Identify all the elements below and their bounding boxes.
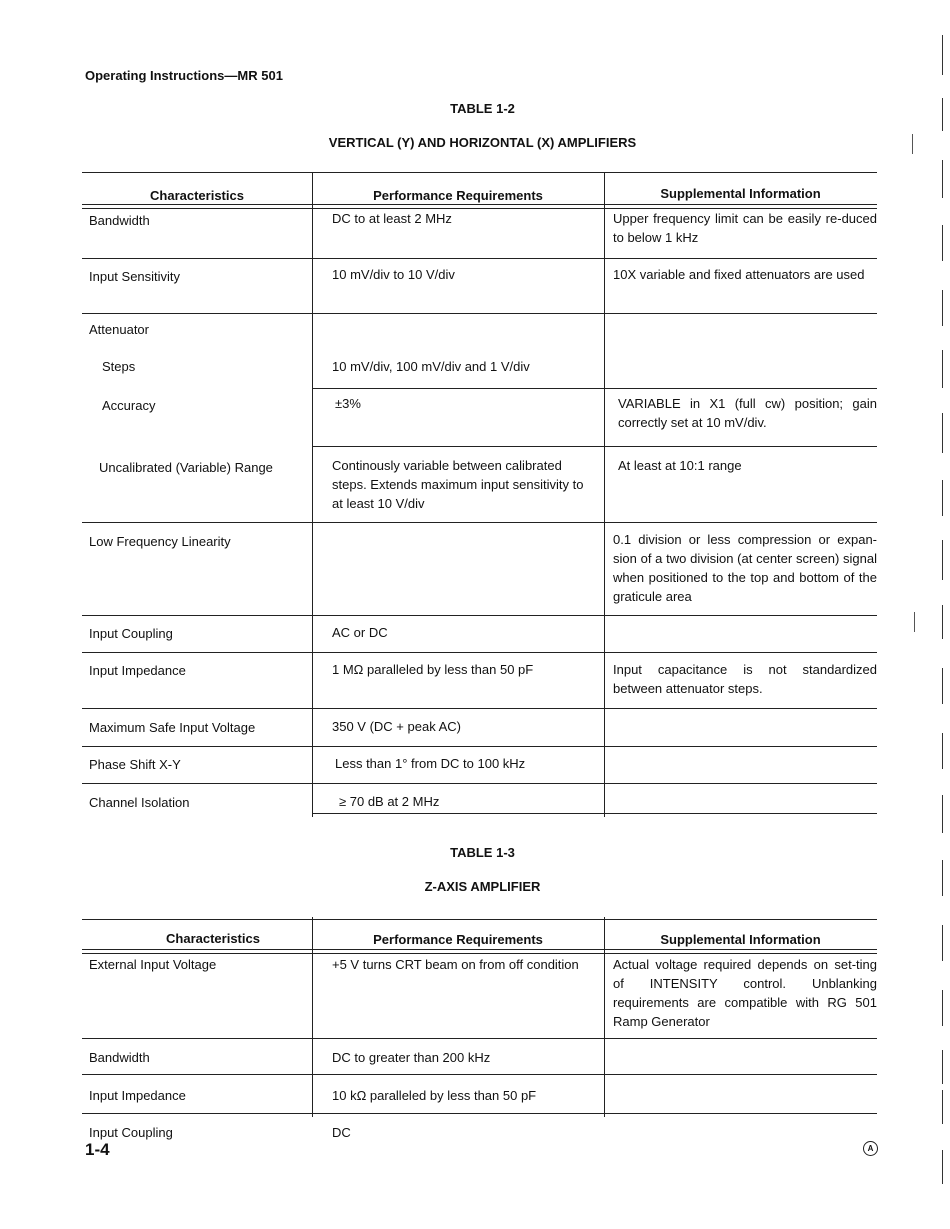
supplemental-cell: VARIABLE in X1 (full cw) position; gain correctly set at 10 mV/div.	[618, 396, 877, 430]
change-bar	[942, 1150, 943, 1184]
requirement-cell: 10 mV/div to 10 V/div	[332, 267, 455, 282]
characteristic-cell: Bandwidth	[89, 1050, 150, 1065]
change-bar	[942, 160, 943, 198]
change-bar	[942, 540, 943, 580]
characteristic-cell: Input Coupling	[89, 1125, 173, 1140]
column-header: Characteristics	[150, 188, 244, 203]
characteristic-cell: Input Impedance	[89, 1088, 186, 1103]
change-bar	[942, 413, 943, 453]
supplemental-cell: Actual voltage required depends on set-ting of INTENSITY control. Unblanking requirements are compatible with RG 501 Ramp Generator	[613, 957, 877, 1029]
row-rule	[82, 1038, 877, 1039]
characteristic-cell: Input Coupling	[89, 626, 173, 641]
column-header: Performance Requirements	[373, 932, 543, 947]
scan-mark	[912, 134, 913, 154]
characteristic-cell: Bandwidth	[89, 213, 150, 228]
change-bar	[942, 733, 943, 769]
supplemental-cell: Upper frequency limit can be easily re-duced to below 1 kHz	[613, 211, 877, 245]
requirement-cell: DC to at least 2 MHz	[332, 211, 452, 226]
characteristic-cell: Maximum Safe Input Voltage	[89, 720, 256, 735]
characteristic-cell: Attenuator	[89, 322, 149, 337]
table-1-2	[82, 172, 877, 817]
requirement-cell: 350 V (DC + peak AC)	[332, 719, 461, 734]
page-number: 1-4	[85, 1140, 110, 1159]
characteristic-cell: Channel Isolation	[89, 795, 190, 810]
row-rule	[82, 615, 877, 616]
change-bar	[942, 990, 943, 1026]
supplemental-cell: Input capacitance is not standardized between attenuator steps.	[613, 662, 877, 696]
table-1-3-number: TABLE 1-3	[450, 845, 515, 860]
scan-mark	[914, 612, 915, 632]
characteristic-cell: Phase Shift X-Y	[89, 757, 181, 772]
requirement-cell: 1 MΩ paralleled by less than 50 pF	[332, 662, 534, 677]
column-header: Supplemental Information	[660, 932, 821, 947]
change-bar	[942, 290, 943, 326]
characteristic-cell: Steps	[102, 359, 136, 374]
table-1-2-title: VERTICAL (Y) AND HORIZONTAL (X) AMPLIFIERS	[328, 135, 637, 150]
requirement-cell: ≥ 70 dB at 2 MHz	[339, 794, 440, 809]
column-divider	[312, 172, 313, 817]
row-rule	[82, 1074, 877, 1075]
requirement-cell: DC	[332, 1125, 351, 1140]
supplemental-cell: 10X variable and fixed attenuators are used	[613, 267, 865, 282]
requirement-cell: AC or DC	[332, 625, 388, 640]
requirement-cell: ±3%	[335, 396, 361, 411]
requirement-cell: Less than 1° from DC to 100 kHz	[335, 756, 526, 771]
change-bar	[942, 98, 943, 131]
running-header: Operating Instructions—MR 501	[85, 68, 283, 83]
column-header: Characteristics	[166, 931, 260, 946]
change-bar	[942, 1090, 943, 1124]
row-rule	[82, 746, 877, 747]
row-rule	[82, 522, 877, 523]
requirement-cell: Continously variable between calibrated steps. Extends maximum input sensitivity to at least 10 V/div	[332, 458, 584, 511]
table-top-rule	[82, 172, 877, 173]
characteristic-cell: Accuracy	[102, 398, 156, 413]
change-bar	[942, 795, 943, 833]
table-1-3-title: Z-AXIS AMPLIFIER	[424, 879, 541, 894]
change-bar	[942, 1050, 943, 1084]
supplemental-cell: At least at 10:1 range	[618, 458, 742, 473]
table-bottom-rule	[312, 813, 877, 814]
requirement-cell: +5 V turns CRT beam on from off condition	[332, 957, 579, 972]
requirement-cell: DC to greater than 200 kHz	[332, 1050, 491, 1065]
table-1-3	[82, 917, 877, 1140]
row-rule	[82, 258, 877, 259]
change-bar	[942, 925, 943, 961]
column-header: Performance Requirements	[373, 188, 543, 203]
row-rule	[312, 388, 877, 389]
change-bar	[942, 225, 943, 261]
change-bar	[942, 605, 943, 639]
column-divider	[604, 172, 605, 817]
characteristic-cell: Uncalibrated (Variable) Range	[99, 460, 273, 475]
supplemental-cell: 0.1 division or less compression or expan-sion of a two division (at center screen) signal when positioned to the top and bottom of the graticule area	[613, 532, 877, 604]
change-bar	[942, 350, 943, 388]
row-rule	[82, 652, 877, 653]
column-header: Supplemental Information	[660, 186, 821, 201]
header-rule	[82, 949, 877, 954]
characteristic-cell: Low Frequency Linearity	[89, 534, 231, 549]
requirement-cell: 10 kΩ paralleled by less than 50 pF	[332, 1088, 537, 1103]
characteristic-cell: External Input Voltage	[89, 957, 217, 972]
change-bar	[942, 480, 943, 516]
table-1-2-number: TABLE 1-2	[450, 101, 515, 116]
change-bar	[942, 860, 943, 896]
row-rule	[312, 446, 877, 447]
characteristic-cell: Input Impedance	[89, 663, 186, 678]
tektronix-logo-icon: A	[863, 1141, 878, 1156]
table-bottom-rule	[82, 1113, 877, 1114]
change-bar	[942, 668, 943, 704]
row-rule	[82, 313, 877, 314]
requirement-cell: 10 mV/div, 100 mV/div and 1 V/div	[332, 359, 530, 374]
characteristic-cell: Input Sensitivity	[89, 269, 181, 284]
change-bar	[942, 35, 943, 75]
row-rule	[82, 783, 877, 784]
row-rule	[82, 708, 877, 709]
table-top-rule	[82, 919, 877, 920]
